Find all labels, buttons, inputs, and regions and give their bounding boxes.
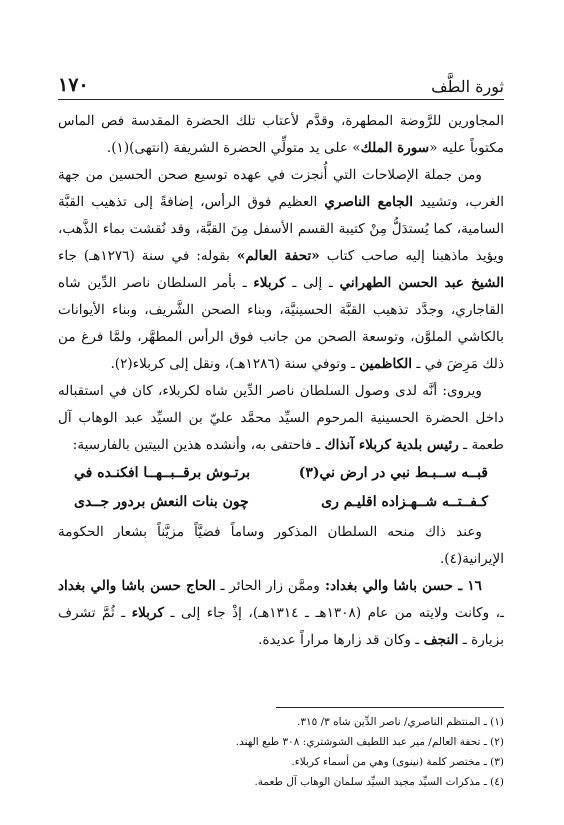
- text-run: ـ، وكانت ولايته من عام (١٣٠٨هـ ـ ١٣١٤هـ)، إذْ جاء إلى ـ: [164, 605, 505, 621]
- bold-text-run: الحاج حسن باشا والي بغداد: [58, 578, 216, 594]
- paragraph-5: [58, 573, 504, 654]
- text-run: » على يد متولِّي الحضرة الشريفة (انتهى)(١).: [106, 140, 361, 156]
- text-run: ـ ثُمَّ تشرف بزيارة ـ: [58, 605, 504, 648]
- text-run: وعند ذاك منحه السلطان المذكور وساماً فضيَّاً مزيَّناً بشعار الحكومة الإيرانية(٤).: [58, 524, 504, 567]
- text-run: ـ وكان قد زارها مراراً عديدة.: [258, 632, 424, 648]
- bold-text-run: الجامع الناصري: [324, 194, 413, 210]
- body-text: [58, 108, 504, 654]
- paragraph-1: [58, 108, 504, 162]
- page-header: [58, 68, 504, 96]
- text-run: ويروى: أنَّه لدى وصول السلطان ناصر الدِّين شاه لكربلاء، كان في استقباله داخل الحضرة الحسينية المرحوم السيِّد محمَّد عليّ بن السيِّد عبد الوهاب آل طعمة ـ: [58, 383, 504, 453]
- page-number: ١٧٠: [58, 74, 89, 96]
- persian-verses: [58, 459, 504, 517]
- footnote-1: (١) ـ المنتظم الناصري/ ناصر الدِّين شاه ٣/ ٣١٥.: [296, 716, 504, 728]
- bold-text-run: رئيس بلدية كربلاء آنذاك: [324, 437, 459, 453]
- footnote-rule: [276, 707, 504, 708]
- text-run: ـ فاحتفى به، وأنشده هذين البيتين بالفارسية:: [72, 437, 325, 453]
- verse-2-hemistich-1: كـفــتــه شــهـزاده اقليـم رى: [321, 494, 488, 510]
- footnote-3: (٣) ـ مختصر كلمة (نينوى) وهي من أسماء كربلاء.: [291, 756, 504, 768]
- running-title: ثورة الطَّف: [431, 77, 504, 96]
- header-rule: [58, 99, 504, 100]
- text-run: المجاورين للرَّوضة المطهرة، وقدَّم لأعتاب تلك الحضرة المقدسة فص الماس مكتوباً عليه «: [58, 113, 504, 156]
- bold-text-run: ١٦ ـ حسن باشا والي بغداد:: [319, 578, 482, 594]
- text-run: العظيم فوق الرأس، إضافةً إلى تذهيب القبَّة السامية، كما يُستدَلُّ مِنْ كتيبة القسم الأسفل مِنَ القبَّة، وقد نُقشت بماء الذَّهب، ويؤيد ماذهبنا إليه صاحب كتاب: [58, 194, 504, 264]
- text-run: بقوله: في سنة (١٢٧٦هـ) جاء: [58, 248, 237, 264]
- bold-text-run: الشيخ عبد الحسن الطهراني: [339, 275, 504, 291]
- bold-text-run: «تحفة العالم»: [236, 248, 320, 264]
- footnote-2: (٢) ـ تحفة العالم/ مير عبد اللطيف الشوشتري: ٣٠٨ طبع الهند.: [235, 736, 504, 748]
- verse-2-hemistich-2: چون بنات النعش بردور جــدى: [74, 494, 249, 510]
- bold-text-run: النجف: [423, 632, 459, 648]
- verse-1-hemistich-1: قبــه ســبـط نبي در ارض ني(٣): [298, 465, 488, 481]
- bold-text-run: الكاظمين: [359, 356, 413, 372]
- paragraph-3: [58, 378, 504, 459]
- verse-line-1: [58, 459, 504, 488]
- text-run: ومن جملة الإصلاحات التي أُنجزت في عهده توسيع صحن الحسين من جهة الغرب، وتشييد: [58, 167, 504, 210]
- text-run: وممَّن زار الحائر ـ: [215, 578, 320, 594]
- bold-text-run: كربلاء: [253, 275, 286, 291]
- verse-1-hemistich-2: برتـوش برقــبــهــا افكنـده في: [74, 465, 251, 481]
- paragraph-2: [58, 162, 504, 378]
- text-run: ـ بأمر السلطان ناصر الدِّين شاه القاجاري، وجدَّد تذهيب القبَّة الحسينيَّة، وبناء الصحن الشَّريف، وبناء الأيوانات بالكاشي الملوَّن، وتوسعة الصحن من جانب فوق الرأس المطهَّر، ولمَّا فرغ من ذلك مَرِضَ في ـ: [58, 275, 504, 372]
- text-run: ـ وتوفي سنة (١٢٨٦هـ)، ونقل إلى كربلاء(٢).: [110, 356, 360, 372]
- bold-text-run: سورة الملك: [360, 140, 430, 156]
- bold-text-run: كربلاء: [131, 605, 165, 621]
- text-run: ـ إلى ـ: [285, 275, 340, 291]
- paragraph-4: [58, 519, 504, 573]
- footnote-4: (٤) ـ مذكرات السيِّد مجيد السيِّد سلمان الوهاب آل طعمة.: [254, 776, 504, 788]
- verse-line-2: [58, 488, 504, 517]
- footnotes: [58, 712, 504, 792]
